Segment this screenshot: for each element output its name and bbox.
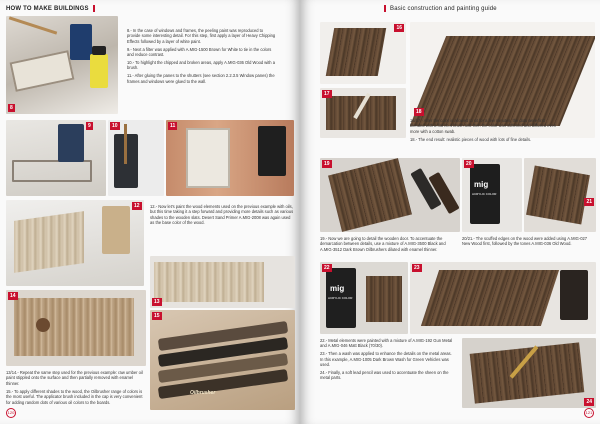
photo-number: 17 — [324, 91, 330, 97]
photo-22 — [320, 262, 408, 334]
photo-number: 15 — [154, 313, 160, 319]
right-page-number-ornament — [584, 408, 594, 418]
paint-jar — [70, 24, 92, 60]
left-running-head — [6, 5, 99, 12]
photo-11 — [166, 120, 294, 196]
wooden-door — [326, 28, 386, 76]
right-page-number: 121 — [585, 410, 593, 415]
left-page-number: 120 — [7, 410, 15, 415]
right-page — [300, 0, 600, 424]
photo-number: 21 — [586, 199, 592, 205]
step-19: 19.- Now we are going to detail the wooden door. To accentuate the demarcation between details, use a mixture of A.MIG-3500 Black and A.MIG-3512 Dark Brown Oilbrushers diluted with enamel thinner. — [320, 236, 446, 252]
mig-logo: mig — [330, 284, 345, 293]
text-column-3 — [6, 370, 146, 407]
frames — [12, 160, 92, 182]
acrylic-label: ACRYLIC COLOR — [472, 192, 497, 196]
photo-8 — [6, 16, 118, 114]
photo-number: 22 — [324, 265, 330, 271]
photo-number: 14 — [10, 293, 16, 299]
right-header-title: Basic construction and painting guide — [390, 6, 497, 13]
photo-17 — [320, 88, 406, 138]
wooden-door — [366, 276, 402, 322]
photo-23 — [410, 262, 596, 334]
text-column-7 — [320, 338, 455, 383]
photo-number: 10 — [112, 123, 118, 129]
wooden-planks — [14, 298, 134, 356]
photo-14 — [6, 290, 146, 366]
photo-number: 23 — [414, 265, 420, 271]
wooden-panel — [14, 211, 84, 273]
photo-number: 20 — [466, 161, 472, 167]
step-10: 10.- To highlight the chipped and broken areas, apply A.MIG-036 Old Wood with a brush. — [127, 60, 275, 71]
text-column-5 — [320, 236, 455, 255]
step-8: 8.- In the case of windows and frames, the peeling paint was reproduced to provide some interesting detail. For this step, first apply a layer of Heavy Chipping Effects followed by a layer of white paint. — [127, 28, 276, 44]
brush — [124, 124, 127, 164]
photo-15 — [150, 310, 295, 410]
photo-number: 11 — [170, 123, 176, 129]
oilbrusher-label: Oilbrusher — [190, 390, 216, 396]
brush — [9, 16, 57, 34]
header-accent-bar — [384, 5, 386, 12]
step-23: 23.- Then a wash was applied to enhance the details on the metal areas. In this example, A.MIG-1005 Dark Brown Wash for Green Vehicles was used. — [320, 351, 452, 368]
left-page-number-ornament — [6, 408, 16, 418]
text-column-2 — [150, 204, 295, 228]
wash-bottle — [560, 270, 588, 320]
photo-9 — [6, 120, 106, 196]
photo-number: 24 — [586, 399, 592, 405]
step-18: 18.- The end result: realistic pieces of wood with lots of fine details. — [410, 136, 532, 142]
wooden-door — [328, 158, 412, 232]
right-running-head — [380, 5, 497, 12]
photo-number: 8 — [10, 105, 13, 111]
text-column-4 — [410, 118, 560, 145]
mig-logo: mig — [474, 180, 489, 189]
paint-jar — [58, 124, 84, 162]
left-header-title: HOW TO MAKE BUILDINGS — [6, 6, 89, 13]
photo-20 — [462, 158, 522, 232]
acrylic-label: ACRYLIC COLOR — [328, 296, 353, 300]
oil-dot — [36, 318, 50, 332]
step-24: 24.- Finally, a soft lead pencil was used to accentuate the sheen on the metal parts. — [320, 370, 449, 381]
photo-24 — [462, 338, 596, 408]
paint-jar — [258, 126, 286, 176]
step-11: 11.- After gluing the panes to the shutters (see section 2.2.3.5 Window panes) the frames and windows were glued to the wall. — [127, 73, 275, 84]
photo-19 — [320, 158, 460, 232]
photo-10 — [108, 120, 164, 196]
wooden-board — [154, 262, 264, 302]
step-16-17: 16/17.- After the color is allowed to sit for a few minutes, the dots were first blended with a flat no.4 brush and then the color was softened and diffused even more with a cotton swab. — [410, 118, 557, 134]
photo-16 — [320, 22, 406, 84]
wooden-door — [421, 270, 559, 326]
step-9: 9.- Next a filter was applied with A.MIG-1500 Brown for White to tie in the colors and reduce contrast. — [127, 46, 272, 58]
photo-number: 18 — [416, 109, 422, 115]
photo-number: 16 — [396, 25, 402, 31]
window-frame — [10, 50, 75, 92]
step-22: 22.- Metal elements were painted with a mixture of A.MIG-192 Gun Metal and A.MIG-046 Matt Black (70/30). — [320, 338, 453, 349]
photo-number: 19 — [324, 161, 330, 167]
window-on-wall — [186, 128, 230, 188]
photo-number: 12 — [134, 203, 140, 209]
step-20-21: 20/21.- The scuffed edges on the wood were added using A.MIG-027 New Wood first, followed by the tones A.MIG-036 Old Wood. — [462, 236, 588, 247]
bottle-cap — [92, 46, 106, 55]
photo-number: 9 — [88, 123, 91, 129]
text-column-6 — [462, 236, 596, 249]
finished-wooden-panel — [410, 36, 595, 126]
text-column-1 — [127, 28, 277, 87]
step-12: 12.- Now let's paint the wood elements used on the previous example with oils, but this time taking it a step forward and providing more details such as various shades to the wooden slats. Desert Sand Primer A.MIG-2008 was again used as the base color of the wood. — [150, 204, 294, 226]
primer-bottle — [102, 206, 130, 254]
wooden-door — [470, 342, 585, 403]
photo-13 — [150, 256, 295, 308]
step-13-14: 13/14.- Repeat the same step used for the previous example: raw umber oil paint stippled onto the surface and then partially removed with enamel thinner. — [6, 370, 143, 386]
wooden-door — [526, 166, 590, 225]
photo-number: 13 — [154, 299, 160, 305]
step-15: 15.- To apply different shades to the wood, the Oilbrusher range of colors is the most useful. The applicator brush included in the cap is very convenient for adding random dots of various oil colors to the boards. — [6, 388, 143, 405]
photo-12 — [6, 200, 144, 286]
header-accent-bar — [93, 5, 95, 12]
photo-21 — [524, 158, 596, 232]
yellow-bottle — [90, 54, 108, 88]
